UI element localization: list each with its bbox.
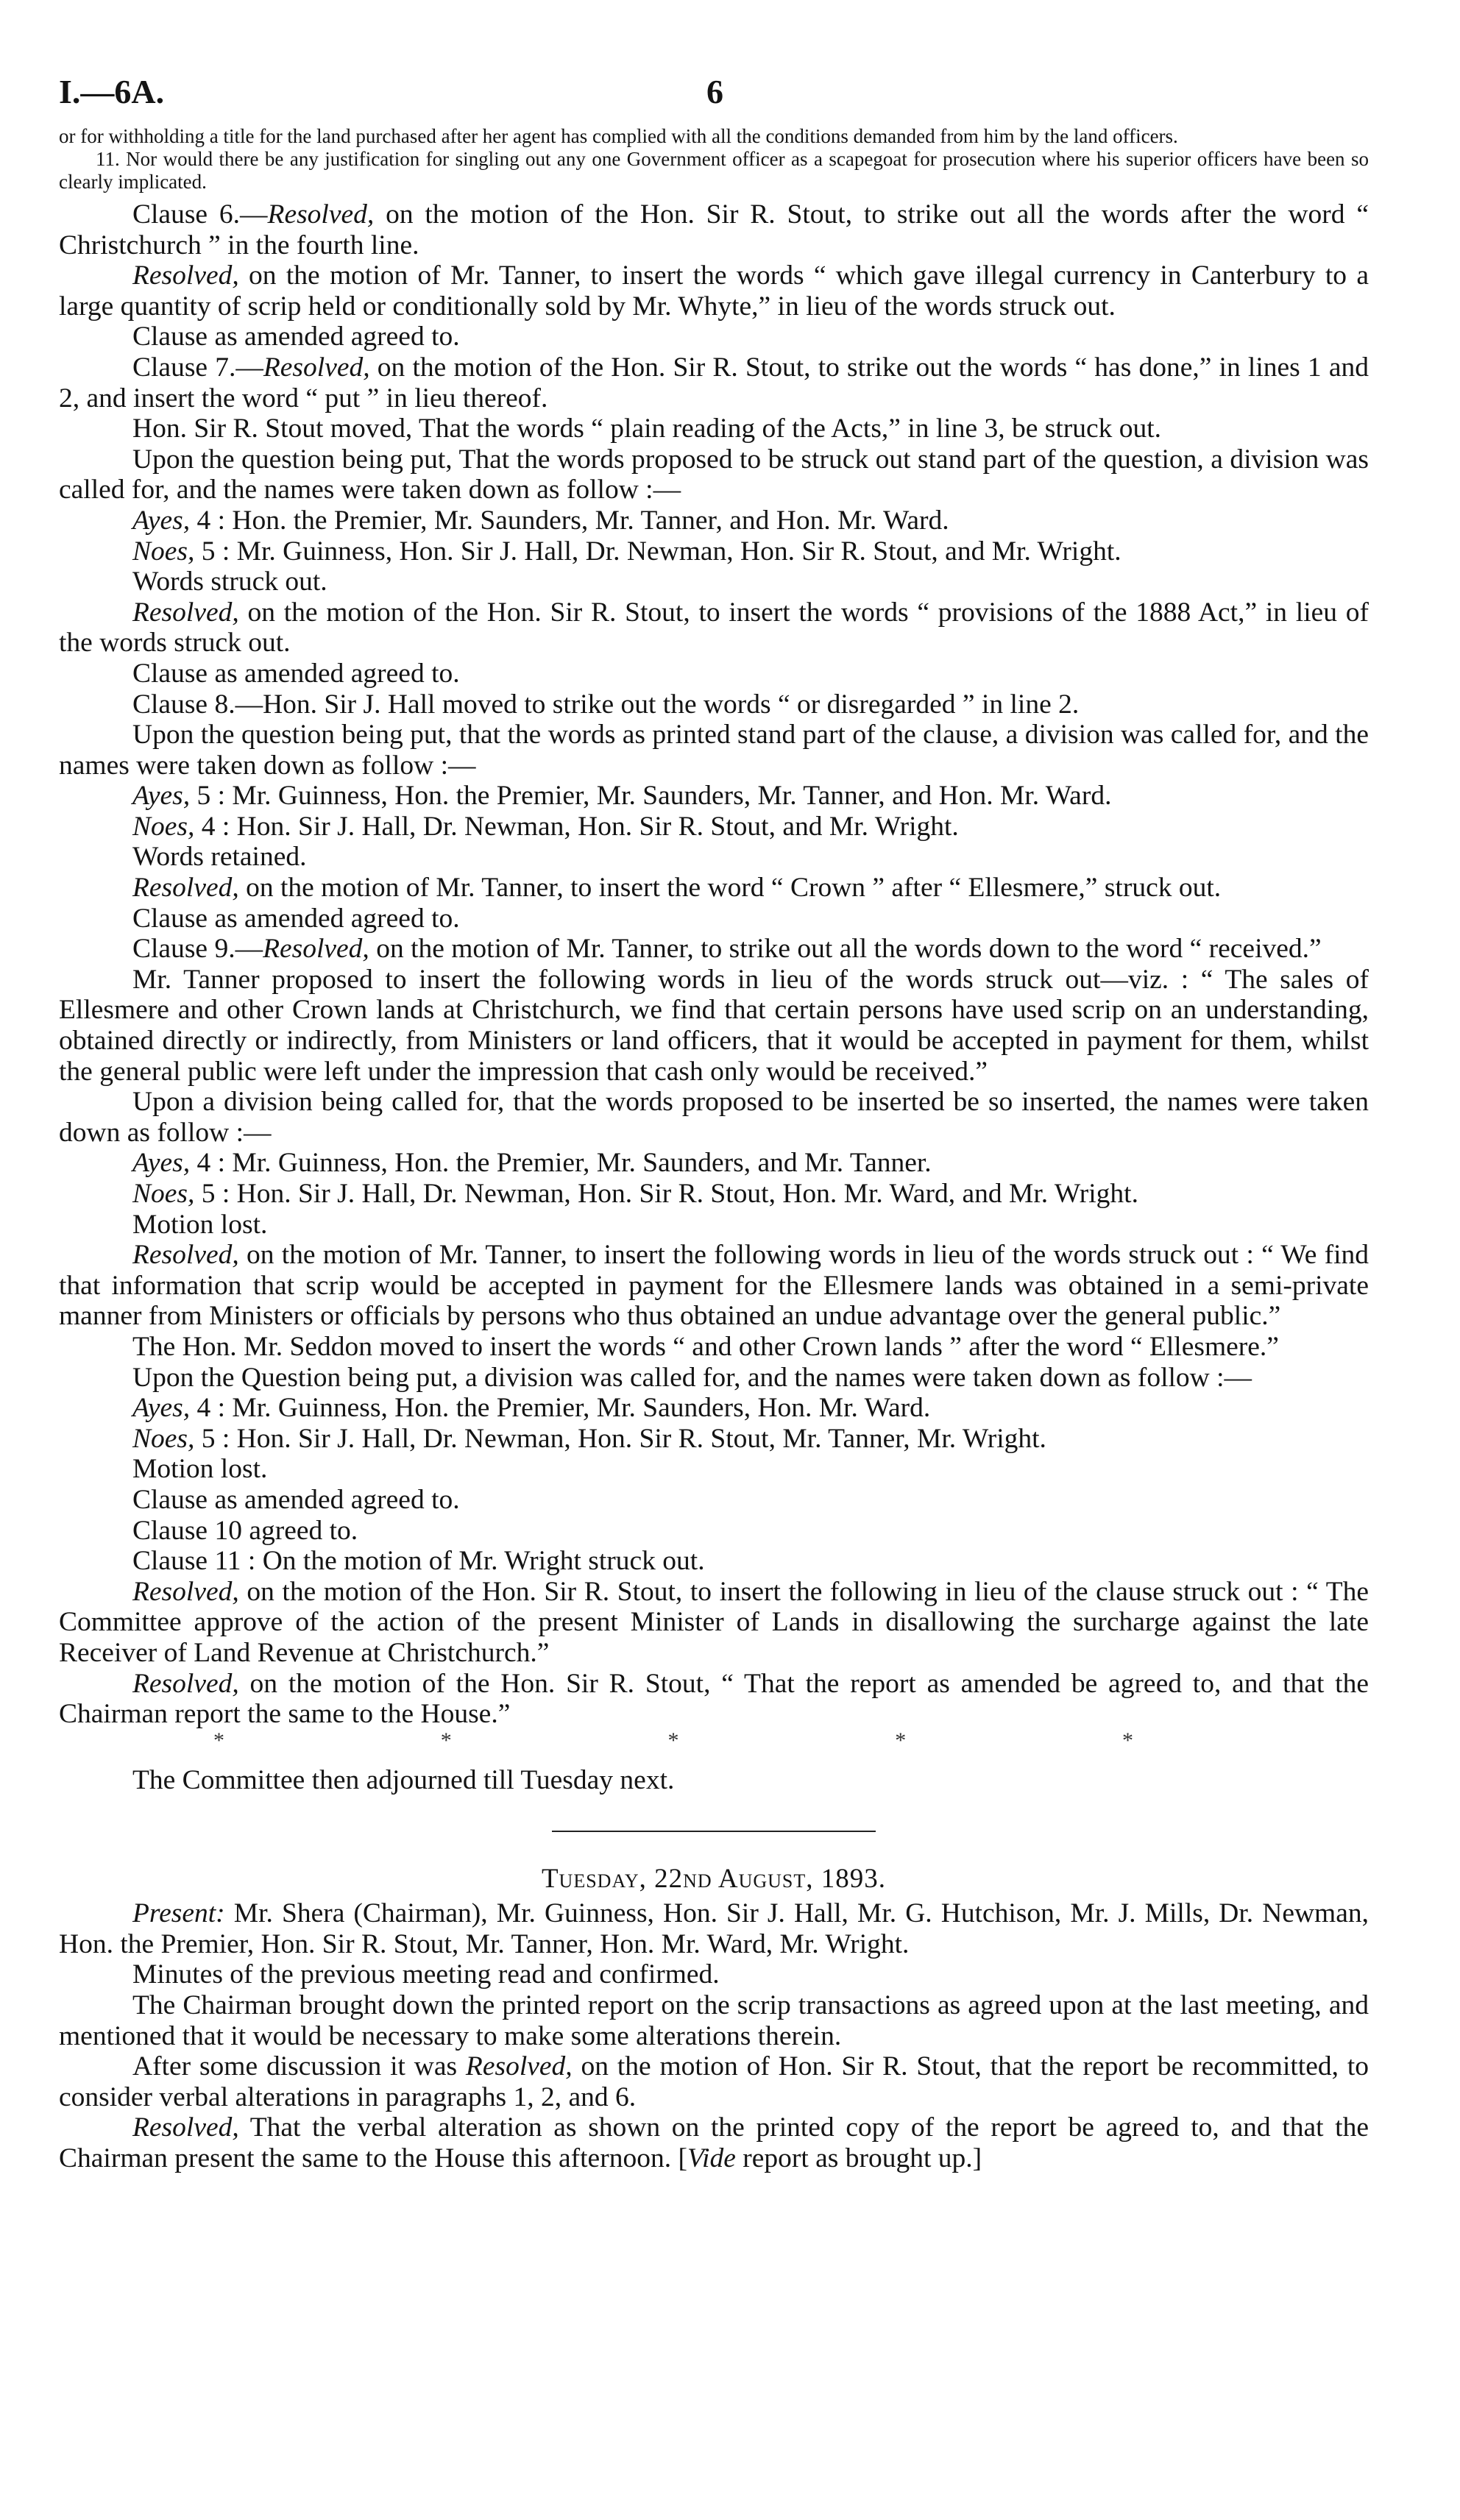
present-members: Present: Mr. Shera (Chairman), Mr. Guinness, Hon. Sir J. Hall, Mr. G. Hutchison, Mr. J. Mills, Dr. Newman, Hon. the Premier, Hon. Sir R. Stout, Mr. Tanner, Hon. Mr. Ward, Mr. Wright. (59, 1898, 1369, 1959)
paragraph-10-tail: or for withholding a title for the land purchased after her agent has complied with all the conditions demanded from him by the land officers. (59, 125, 1178, 147)
clause-9-seddon-motion: The Hon. Mr. Seddon moved to insert the words “ and other Crown lands ” after the word “ Ellesmere.” (132, 1331, 1279, 1362)
clause-9-division: Upon a division being called for, that the words proposed to be inserted be so inserted, the names were taken down as follow :— (59, 1087, 1369, 1148)
clause-7-noes: Noes, 5 : Mr. Guinness, Hon. Sir J. Hall, Dr. Newman, Hon. Sir R. Stout, and Mr. Wright. (132, 536, 1121, 567)
clause-6-agreed: Clause as amended agreed to. (132, 322, 460, 352)
clause-9-second-lost: Motion lost. (132, 1454, 268, 1485)
committee-minutes (59, 199, 1369, 2174)
clause-9-tanner-proposal: Mr. Tanner proposed to insert the following words in lieu of the words struck out—viz. : “ The sales of Ellesmere and other Crown lands at Christchurch, we find that certain persons have used scrip on an understanding, obtained directly or indirectly, from Ministers or land officers, that it would be accepted in payment for them, whilst the general public were left under the impression that cash only would be received.” (59, 964, 1369, 1087)
clause-10-agreed: Clause 10 agreed to. (132, 1515, 358, 1546)
report-resolution: Resolved, on the motion of the Hon. Sir R. Stout, “ That the report as amended be agreed to, and that the Chairman report the same to the House.” (59, 1668, 1369, 1730)
section-divider (552, 1831, 876, 1832)
clause-8: Clause 8.—Hon. Sir J. Hall moved to strike out the words “ or disregarded ” in line 2. (132, 689, 1080, 720)
report-continuation (59, 125, 1369, 194)
clause-9-question: Upon the Question being put, a division was called for, and the names were taken down as follow :— (132, 1362, 1252, 1393)
clause-8-noes: Noes, 4 : Hon. Sir J. Hall, Dr. Newman, Hon. Sir R. Stout, and Mr. Wright. (132, 811, 959, 842)
star: * (213, 1728, 224, 1753)
recommittal-resolution: After some discussion it was Resolved, on the motion of Hon. Sir R. Stout, that the report be recommitted, to consider verbal alterations in paragraphs 1, 2, and 6. (59, 2051, 1369, 2112)
clause-11-resolution: Resolved, on the motion of the Hon. Sir R. Stout, to insert the following in lieu of the clause struck out : “ The Committee approve of the action of the present Minister of Lands in disallowing the surcharge against the late Receiver of Land Revenue at Christchurch.” (59, 1576, 1369, 1668)
clause-8-resolution: Resolved, on the motion of Mr. Tanner, to insert the word “ Crown ” after “ Ellesmere,” struck out. (132, 873, 1222, 904)
clause-8-ayes: Ayes, 5 : Mr. Guinness, Hon. the Premier, Mr. Saunders, Mr. Tanner, and Hon. Mr. Ward. (132, 781, 1112, 812)
clause-9: Clause 9.—Resolved, on the motion of Mr. Tanner, to strike out all the words down to the word “ received.” (132, 934, 1322, 965)
paragraph-11: 11. Nor would there be any justification for singling out any one Government officer as a scapegoat for prosecution where his superior officers have been so clearly implicated. (59, 148, 1369, 193)
clause-9-agreed: Clause as amended agreed to. (132, 1484, 460, 1515)
clause-8-retained: Words retained. (132, 842, 307, 873)
star: * (1122, 1728, 1133, 1753)
clause-7-agreed: Clause as amended agreed to. (132, 658, 460, 689)
clause-8-agreed: Clause as amended agreed to. (132, 903, 460, 934)
star: * (667, 1728, 679, 1753)
clause-11-struck: Clause 11 : On the motion of Mr. Wright struck out. (132, 1546, 705, 1577)
clause-9-second-noes: Noes, 5 : Hon. Sir J. Hall, Dr. Newman, Hon. Sir R. Stout, Mr. Tanner, Mr. Wright. (132, 1423, 1046, 1454)
adjournment: The Committee then adjourned till Tuesday next. (132, 1764, 675, 1795)
chairman-report: The Chairman brought down the printed report on the scrip transactions as agreed upon at the last meeting, and mentioned that it would be necessary to make some alterations therein. (59, 1990, 1369, 2051)
clause-7-struck: Words struck out. (132, 567, 327, 597)
clause-9-second-ayes: Ayes, 4 : Mr. Guinness, Hon. the Premier, Mr. Saunders, Hon. Mr. Ward. (132, 1393, 931, 1424)
clause-7-stout-motion: Hon. Sir R. Stout moved, That the words “ plain reading of the Acts,” in line 3, be struck out. (132, 414, 1162, 444)
star: * (895, 1728, 907, 1753)
clause-7: Clause 7.—Resolved, on the motion of the Hon. Sir R. Stout, to strike out the words “ has done,” in lines 1 and 2, and insert the word “ put ” in lieu thereof. (59, 352, 1369, 414)
clause-9-resolution: Resolved, on the motion of Mr. Tanner, to insert the following words in lieu of the words struck out : “ We find that information that scrip would be accepted in payment for the Ellesmere lands was obtained in a semi-private manner from Ministers or officials by persons who thus obtained an undue advantage over the general public.” (59, 1240, 1369, 1332)
page-header (59, 66, 1369, 125)
clause-7-resolution: Resolved, on the motion of the Hon. Sir R. Stout, to insert the words “ provisions of the 1888 Act,” in lieu of the words struck out. (59, 597, 1369, 659)
clause-7-question: Upon the question being put, That the words proposed to be struck out stand part of the question, a division was called for, and the names were taken down as follow :— (59, 444, 1369, 505)
clause-9-lost: Motion lost. (132, 1209, 268, 1240)
page-number: 6 (706, 73, 723, 110)
document-reference: I.—6A. (59, 73, 165, 110)
final-resolution: Resolved, That the verbal alteration as shown on the printed copy of the report be agreed to, and that the Chairman present the same to the House this afternoon. [Vide report as brought up.] (59, 2112, 1369, 2174)
minutes-confirmed: Minutes of the previous meeting read and confirmed. (132, 1959, 720, 1990)
clause-9-noes: Noes, 5 : Hon. Sir J. Hall, Dr. Newman, Hon. Sir R. Stout, Hon. Mr. Ward, and Mr. Wright. (132, 1179, 1138, 1209)
page (59, 66, 1369, 2174)
meeting-date-heading: Tuesday, 22nd August, 1893. (541, 1864, 887, 1895)
clause-6-resolution: Resolved, on the motion of Mr. Tanner, to insert the words “ which gave illegal currency in Canterbury to a large quantity of scrip held or conditionally sold by Mr. Whyte,” in lieu of the words struck out. (59, 260, 1369, 322)
clause-8-question: Upon the question being put, that the words as printed stand part of the clause, a division was called for, and the names were taken down as follow :— (59, 720, 1369, 781)
asterism-separator (213, 1730, 1133, 1752)
clause-6: Clause 6.—Resolved, on the motion of the Hon. Sir R. Stout, to strike out all the words after the word “ Christchurch ” in the fourth line. (59, 199, 1369, 260)
clause-9-ayes: Ayes, 4 : Mr. Guinness, Hon. the Premier, Mr. Saunders, and Mr. Tanner. (132, 1148, 932, 1179)
clause-7-ayes: Ayes, 4 : Hon. the Premier, Mr. Saunders, Mr. Tanner, and Hon. Mr. Ward. (132, 505, 949, 536)
star: * (440, 1728, 452, 1753)
